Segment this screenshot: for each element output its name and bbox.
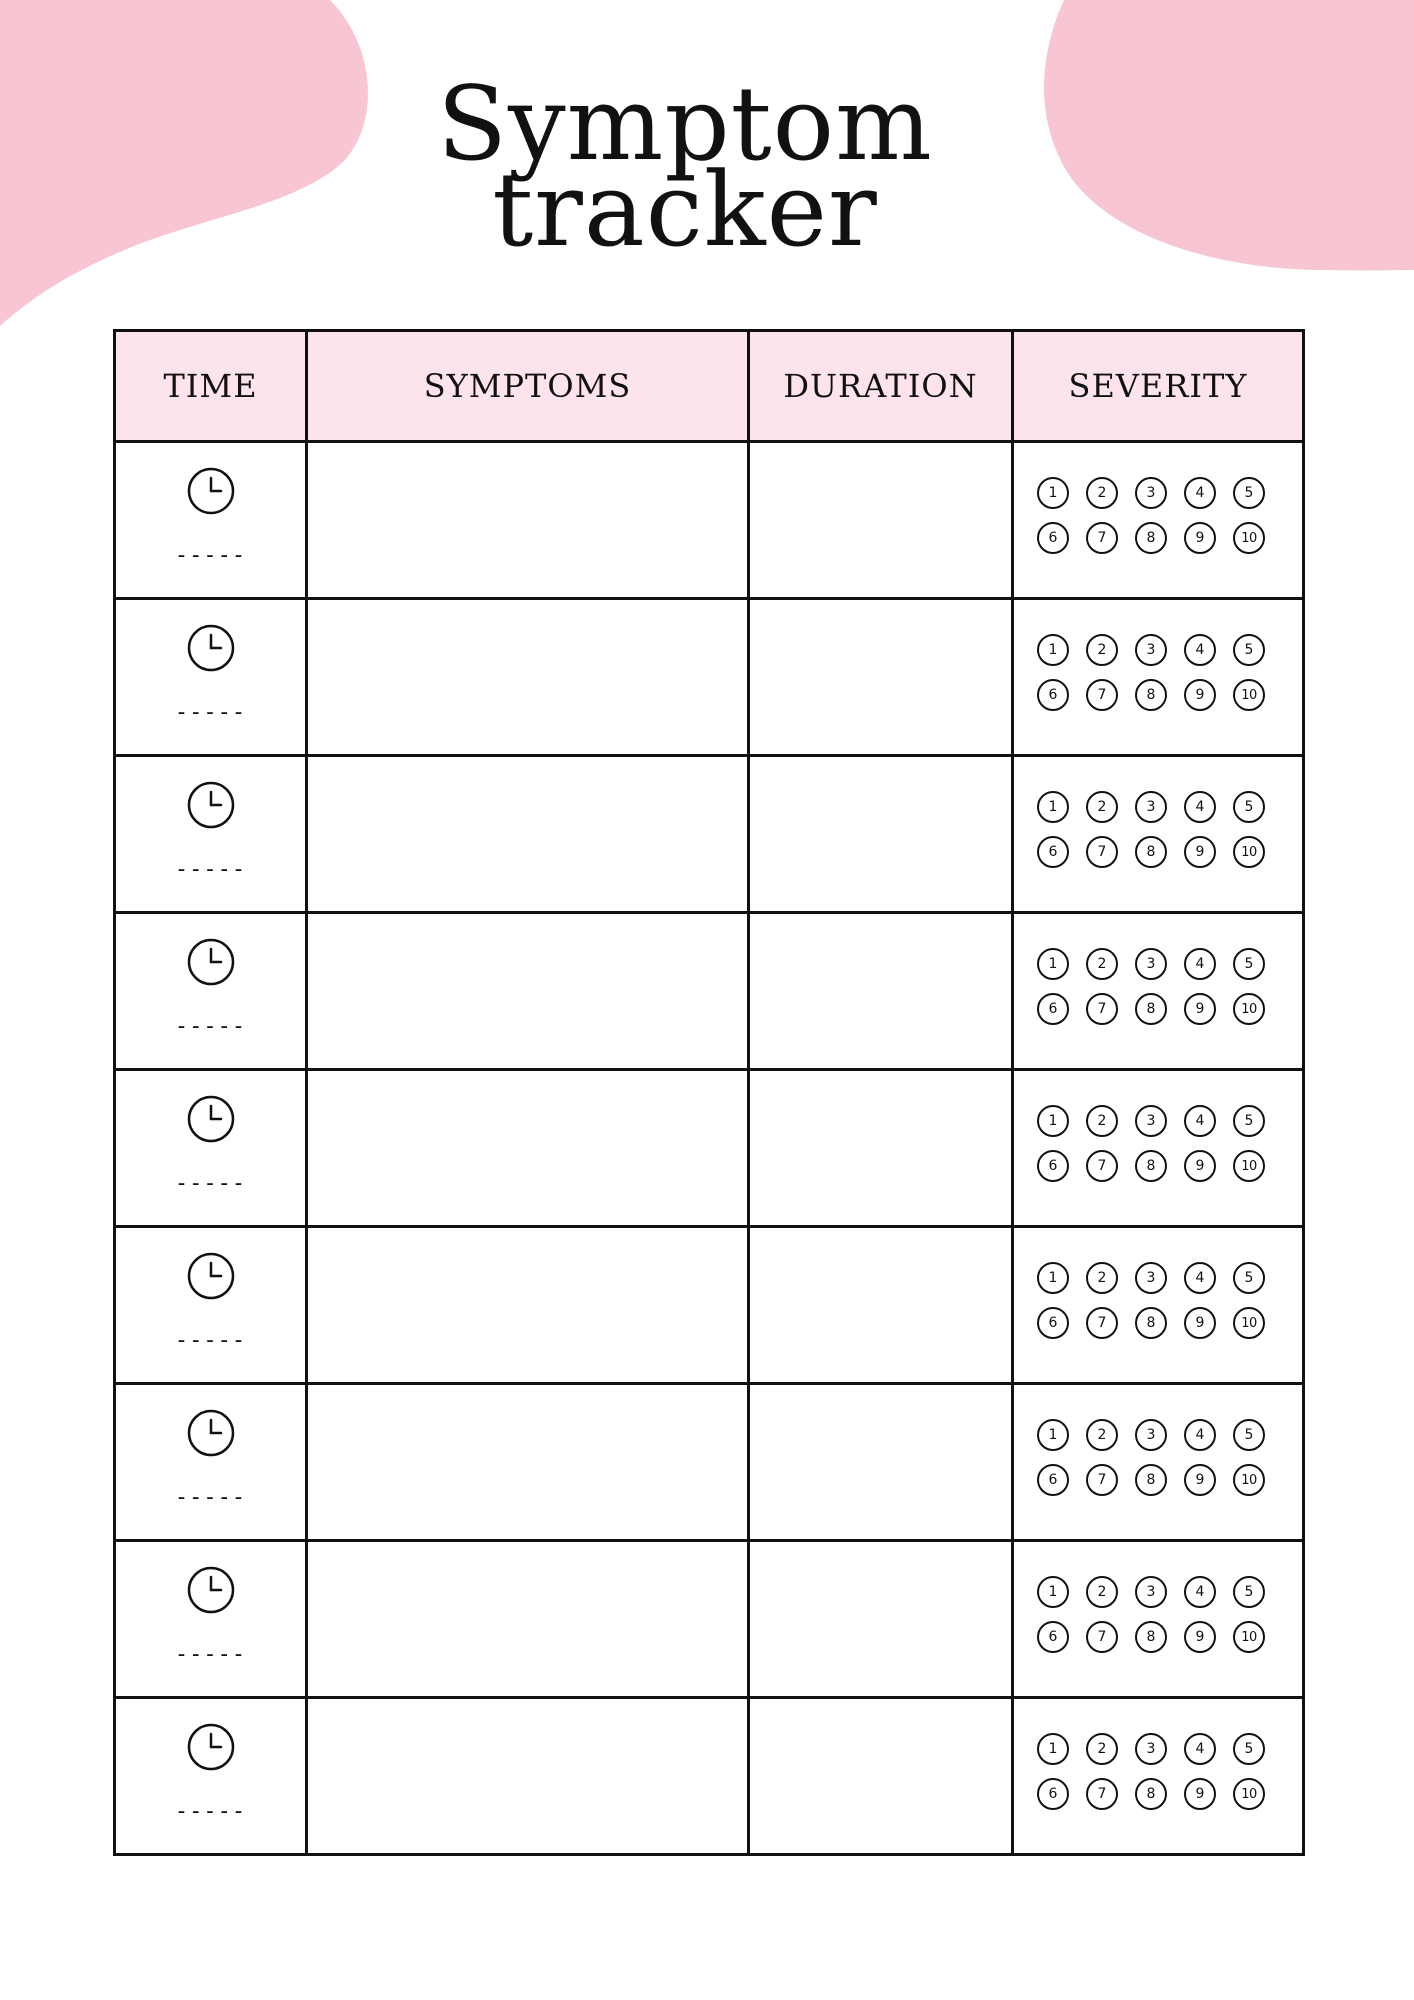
table-row (115, 1698, 1304, 1855)
severity-cell (1013, 442, 1304, 599)
symptoms-cell[interactable] (307, 1070, 749, 1227)
severity-option-7[interactable]: 7 (1086, 836, 1118, 868)
time-blank-line: ----- (174, 1328, 247, 1353)
severity-option-4[interactable]: 4 (1184, 1262, 1216, 1294)
severity-option-2[interactable]: 2 (1086, 1576, 1118, 1608)
time-cell[interactable] (115, 913, 307, 1070)
severity-option-9[interactable]: 9 (1184, 1464, 1216, 1496)
severity-option-2[interactable]: 2 (1086, 948, 1118, 980)
severity-option-8[interactable]: 8 (1135, 1150, 1167, 1182)
severity-option-9[interactable]: 9 (1184, 1778, 1216, 1810)
severity-cell (1013, 599, 1304, 756)
severity-cell (1013, 1070, 1304, 1227)
severity-option-1[interactable]: 1 (1037, 634, 1069, 666)
time-blank-line: ----- (174, 1014, 247, 1039)
severity-option-5[interactable]: 5 (1233, 1733, 1265, 1765)
duration-cell[interactable] (749, 1227, 1013, 1384)
severity-option-6[interactable]: 6 (1037, 1778, 1069, 1810)
time-blank-line: ----- (174, 700, 247, 725)
duration-cell[interactable] (749, 1541, 1013, 1698)
severity-option-6[interactable]: 6 (1037, 836, 1069, 868)
time-cell[interactable] (115, 599, 307, 756)
clock-icon (186, 466, 236, 516)
clock-icon (186, 1094, 236, 1144)
severity-option-8[interactable]: 8 (1135, 522, 1167, 554)
symptoms-cell[interactable] (307, 1541, 749, 1698)
severity-option-6[interactable]: 6 (1037, 679, 1069, 711)
table-header-row (115, 331, 1304, 442)
severity-option-1[interactable]: 1 (1037, 1105, 1069, 1137)
severity-option-10[interactable]: 10 (1233, 836, 1265, 868)
severity-option-3[interactable]: 3 (1135, 1105, 1167, 1137)
time-cell[interactable] (115, 442, 307, 599)
severity-option-4[interactable]: 4 (1184, 634, 1216, 666)
column-header-symptoms: SYMPTOMS (307, 331, 749, 442)
table-row (115, 1070, 1304, 1227)
page-title (0, 65, 1370, 270)
title-line-1: Symptom (437, 65, 933, 184)
severity-scale (1037, 1419, 1265, 1496)
severity-option-6[interactable]: 6 (1037, 1307, 1069, 1339)
symptoms-cell[interactable] (307, 913, 749, 1070)
duration-cell[interactable] (749, 1070, 1013, 1227)
severity-option-4[interactable]: 4 (1184, 791, 1216, 823)
duration-cell[interactable] (749, 1384, 1013, 1541)
table-row (115, 1227, 1304, 1384)
clock-icon (186, 1408, 236, 1458)
table-row (115, 599, 1304, 756)
severity-option-1[interactable]: 1 (1037, 1262, 1069, 1294)
severity-scale (1037, 1576, 1265, 1653)
severity-option-3[interactable]: 3 (1135, 1262, 1167, 1294)
severity-option-3[interactable]: 3 (1135, 634, 1167, 666)
severity-scale (1037, 791, 1265, 868)
severity-option-10[interactable]: 10 (1233, 522, 1265, 554)
severity-option-3[interactable]: 3 (1135, 1419, 1167, 1451)
column-header-time: TIME (115, 331, 307, 442)
time-cell[interactable] (115, 1070, 307, 1227)
severity-option-6[interactable]: 6 (1037, 1150, 1069, 1182)
table-body (115, 442, 1304, 1855)
time-blank-line: ----- (174, 1485, 247, 1510)
severity-option-2[interactable]: 2 (1086, 1105, 1118, 1137)
severity-option-6[interactable]: 6 (1037, 993, 1069, 1025)
severity-option-9[interactable]: 9 (1184, 1307, 1216, 1339)
severity-option-5[interactable]: 5 (1233, 634, 1265, 666)
severity-option-3[interactable]: 3 (1135, 1733, 1167, 1765)
table-row (115, 913, 1304, 1070)
severity-option-1[interactable]: 1 (1037, 477, 1069, 509)
severity-cell (1013, 1541, 1304, 1698)
severity-option-10[interactable]: 10 (1233, 1778, 1265, 1810)
severity-option-10[interactable]: 10 (1233, 1464, 1265, 1496)
severity-option-9[interactable]: 9 (1184, 522, 1216, 554)
severity-option-3[interactable]: 3 (1135, 477, 1167, 509)
clock-icon (186, 1251, 236, 1301)
severity-option-1[interactable]: 1 (1037, 791, 1069, 823)
severity-option-4[interactable]: 4 (1184, 1419, 1216, 1451)
severity-option-5[interactable]: 5 (1233, 1576, 1265, 1608)
duration-cell[interactable] (749, 756, 1013, 913)
severity-option-7[interactable]: 7 (1086, 1150, 1118, 1182)
symptoms-cell[interactable] (307, 442, 749, 599)
severity-option-4[interactable]: 4 (1184, 477, 1216, 509)
severity-option-8[interactable]: 8 (1135, 1464, 1167, 1496)
symptoms-cell[interactable] (307, 1698, 749, 1855)
severity-option-4[interactable]: 4 (1184, 1105, 1216, 1137)
severity-option-10[interactable]: 10 (1233, 679, 1265, 711)
severity-option-8[interactable]: 8 (1135, 1778, 1167, 1810)
column-header-duration: DURATION (749, 331, 1013, 442)
severity-option-5[interactable]: 5 (1233, 791, 1265, 823)
severity-option-5[interactable]: 5 (1233, 948, 1265, 980)
duration-cell[interactable] (749, 599, 1013, 756)
severity-option-7[interactable]: 7 (1086, 1464, 1118, 1496)
severity-cell (1013, 913, 1304, 1070)
severity-option-10[interactable]: 10 (1233, 993, 1265, 1025)
duration-cell[interactable] (749, 442, 1013, 599)
severity-scale (1037, 634, 1265, 711)
severity-option-7[interactable]: 7 (1086, 993, 1118, 1025)
symptoms-cell[interactable] (307, 756, 749, 913)
severity-option-3[interactable]: 3 (1135, 791, 1167, 823)
severity-option-5[interactable]: 5 (1233, 1419, 1265, 1451)
severity-option-2[interactable]: 2 (1086, 1262, 1118, 1294)
time-cell[interactable] (115, 1227, 307, 1384)
severity-option-5[interactable]: 5 (1233, 1262, 1265, 1294)
severity-option-1[interactable]: 1 (1037, 1733, 1069, 1765)
severity-option-3[interactable]: 3 (1135, 948, 1167, 980)
symptoms-cell[interactable] (307, 1227, 749, 1384)
severity-scale (1037, 1733, 1265, 1810)
severity-option-8[interactable]: 8 (1135, 836, 1167, 868)
severity-option-9[interactable]: 9 (1184, 679, 1216, 711)
severity-option-10[interactable]: 10 (1233, 1150, 1265, 1182)
severity-option-2[interactable]: 2 (1086, 791, 1118, 823)
time-blank-line: ----- (174, 857, 247, 882)
time-cell[interactable] (115, 1541, 307, 1698)
severity-option-8[interactable]: 8 (1135, 1307, 1167, 1339)
clock-icon (186, 937, 236, 987)
severity-option-2[interactable]: 2 (1086, 477, 1118, 509)
clock-icon (186, 1565, 236, 1615)
severity-option-3[interactable]: 3 (1135, 1576, 1167, 1608)
severity-option-1[interactable]: 1 (1037, 1419, 1069, 1451)
severity-option-8[interactable]: 8 (1135, 993, 1167, 1025)
symptoms-cell[interactable] (307, 1384, 749, 1541)
severity-option-2[interactable]: 2 (1086, 634, 1118, 666)
time-cell[interactable] (115, 1698, 307, 1855)
column-header-severity: SEVERITY (1013, 331, 1304, 442)
symptoms-cell[interactable] (307, 599, 749, 756)
table-row (115, 442, 1304, 599)
severity-option-7[interactable]: 7 (1086, 522, 1118, 554)
severity-cell (1013, 1698, 1304, 1855)
time-cell[interactable] (115, 1384, 307, 1541)
severity-option-7[interactable]: 7 (1086, 1307, 1118, 1339)
severity-option-4[interactable]: 4 (1184, 1733, 1216, 1765)
symptom-table (113, 329, 1305, 1856)
severity-option-1[interactable]: 1 (1037, 1576, 1069, 1608)
severity-option-9[interactable]: 9 (1184, 1150, 1216, 1182)
severity-cell (1013, 1384, 1304, 1541)
time-blank-line: ----- (174, 543, 247, 568)
severity-option-8[interactable]: 8 (1135, 679, 1167, 711)
severity-option-2[interactable]: 2 (1086, 1733, 1118, 1765)
duration-cell[interactable] (749, 913, 1013, 1070)
severity-option-5[interactable]: 5 (1233, 477, 1265, 509)
severity-cell (1013, 1227, 1304, 1384)
severity-option-7[interactable]: 7 (1086, 1778, 1118, 1810)
severity-option-4[interactable]: 4 (1184, 1576, 1216, 1608)
severity-option-7[interactable]: 7 (1086, 1621, 1118, 1653)
severity-scale (1037, 477, 1265, 554)
severity-option-2[interactable]: 2 (1086, 1419, 1118, 1451)
severity-option-5[interactable]: 5 (1233, 1105, 1265, 1137)
time-blank-line: ----- (174, 1642, 247, 1667)
severity-option-9[interactable]: 9 (1184, 993, 1216, 1025)
clock-icon (186, 1722, 236, 1772)
severity-option-7[interactable]: 7 (1086, 679, 1118, 711)
severity-scale (1037, 948, 1265, 1025)
clock-icon (186, 623, 236, 673)
severity-option-4[interactable]: 4 (1184, 948, 1216, 980)
severity-scale (1037, 1262, 1265, 1339)
severity-option-10[interactable]: 10 (1233, 1307, 1265, 1339)
time-blank-line: ----- (174, 1171, 247, 1196)
title-line-2: tracker (492, 151, 878, 270)
time-blank-line: ----- (174, 1799, 247, 1824)
severity-cell (1013, 756, 1304, 913)
duration-cell[interactable] (749, 1698, 1013, 1855)
severity-option-6[interactable]: 6 (1037, 522, 1069, 554)
severity-option-9[interactable]: 9 (1184, 1621, 1216, 1653)
table-row (115, 756, 1304, 913)
time-cell[interactable] (115, 756, 307, 913)
severity-option-9[interactable]: 9 (1184, 836, 1216, 868)
severity-option-6[interactable]: 6 (1037, 1464, 1069, 1496)
severity-option-1[interactable]: 1 (1037, 948, 1069, 980)
table-row (115, 1541, 1304, 1698)
severity-scale (1037, 1105, 1265, 1182)
clock-icon (186, 780, 236, 830)
severity-option-6[interactable]: 6 (1037, 1621, 1069, 1653)
severity-option-10[interactable]: 10 (1233, 1621, 1265, 1653)
table-row (115, 1384, 1304, 1541)
severity-option-8[interactable]: 8 (1135, 1621, 1167, 1653)
